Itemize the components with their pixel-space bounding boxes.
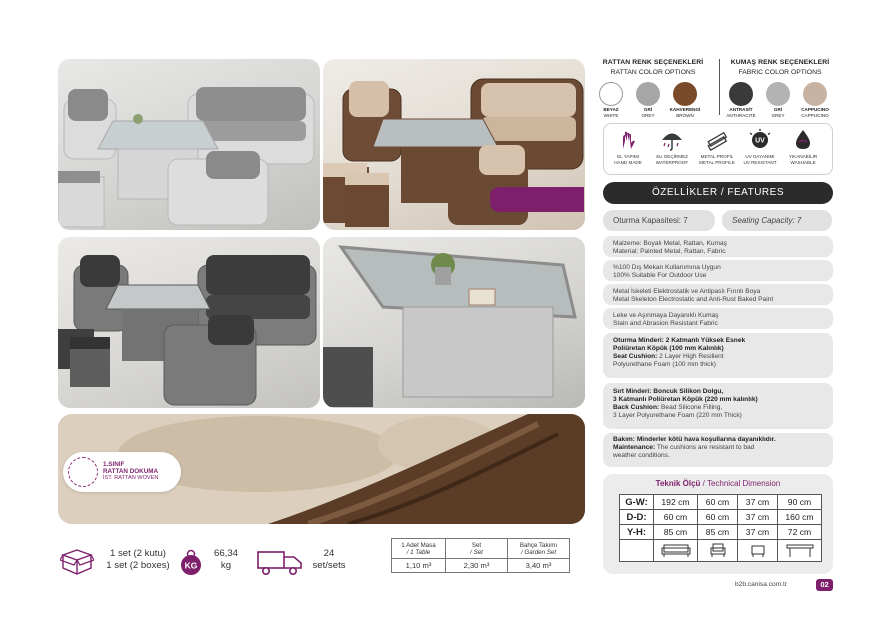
kg-icon-text: KG (184, 560, 198, 571)
swatch-label-cappucino: CAPPUCINO CAPPUCINO (801, 107, 829, 118)
photo-dark-rattan-set (58, 237, 320, 408)
feature-label-metal-profile: METAL PROFİL METAL PROFILE (699, 154, 735, 165)
dimension-row-width: G-W: 192 cm 60 cm 37 cm 90 cm (620, 495, 822, 510)
feature-label-washable: YIKANABİLİR WASHABLE (788, 154, 818, 165)
swatch-rattan-brown (673, 82, 697, 106)
uv-icon (747, 128, 773, 150)
truck-capacity: 24 (323, 548, 335, 559)
feature-outdoor: %100 Dış Mekan Kullanımına Uygun 100% Suitable For Outdoor Use (603, 260, 833, 281)
dimension-row-depth: D-D: 60 cm 60 cm 37 cm 160 cm (620, 510, 822, 525)
package-weight-unit: kg (220, 560, 232, 571)
feature-paint: Metal İskeleti Elektrostatik ve Antipaslı Fırınlı Boya Metal Skeleton Electrostatic and Anti-Rust Baked Paint (603, 284, 833, 305)
seating-capacity-tr: Oturma Kapasitesi: 7 (603, 210, 715, 231)
feature-label-waterproof: SU GEÇİRMEZ WATERPROOF (655, 154, 689, 165)
package-box-icon (60, 546, 94, 576)
uv-text: UV (755, 137, 765, 145)
dimension-row-height: Y-H: 85 cm 85 cm 37 cm 72 cm (620, 525, 822, 540)
swatch-fabric-grey (766, 82, 790, 106)
volume-table-header: 1 Adet Masa / 1 Table Set / Set Bahçe Takımı / Garden Set (392, 539, 570, 559)
woven-line3: İST. RATTAN WOVEN (103, 475, 159, 481)
photo-table-detail (323, 237, 585, 408)
woven-line2: RATTAN DOKUMA (103, 468, 159, 475)
package-boxes-en: 1 set (2 boxes) (106, 560, 170, 571)
woven-quality-badge (63, 452, 181, 492)
ottoman-icon (750, 542, 766, 558)
package-weight: 66,34 (213, 548, 238, 559)
swatch-rattan-white (599, 82, 623, 106)
feature-label-uv: UV DAYANIMI UV RESISTANT (743, 154, 777, 165)
swatch-label-grey: GRİ GREY (641, 107, 655, 118)
photo-grey-rattan-set (58, 59, 320, 230)
swatch-label-anthracite: ANTRASİT ANTHRACITE (726, 107, 756, 118)
website-url: b2b.canisa.com.tr (735, 581, 788, 588)
rattan-weave-icon (68, 457, 98, 487)
color-divider (719, 59, 720, 115)
truck-icon (257, 550, 303, 576)
feature-seat-cushion: Oturma Minderi: 2 Katmanlı Yüksek Esnek Poliüretan Köpük (100 mm Kalınlık) Seat Cushion: 2 Layer High Resilient Polyurethane Foam (100 mm thick) (603, 333, 833, 378)
feature-back-cushion: Sırt Minderi: Boncuk Silikon Dolgu, 3 Katmanlı Poliüretan Köpük (220 mm kalınlık) Back Cushion: Bead Silicone Filling, 3 Layer Polyurethane Foam (220 mm Thick) (603, 383, 833, 429)
rattan-color-title: RATTAN RENK SEÇENEKLERİ (602, 59, 704, 66)
umbrella-icon (659, 129, 685, 151)
seating-capacity-en: Seating Capacity: 7 (722, 210, 832, 231)
features-header: ÖZELLİKLER / FEATURES (603, 182, 833, 204)
purple-accent-tab (490, 187, 584, 212)
swatch-label-brown: KAHVERENGİ BROWN (669, 107, 701, 118)
rattan-color-subtitle: RATTAN COLOR OPTIONS (610, 69, 696, 76)
swatch-fabric-cappucino (803, 82, 827, 106)
volume-table (391, 538, 570, 573)
weight-kg-icon (178, 549, 204, 576)
washable-icon (790, 128, 816, 150)
sofa-icon (661, 542, 691, 558)
fabric-color-subtitle: FABRIC COLOR OPTIONS (738, 69, 822, 76)
swatch-fabric-anthracite (729, 82, 753, 106)
package-boxes-tr: 1 set (2 kutu) (110, 548, 166, 559)
woven-line1: 1.SINIF (103, 461, 125, 468)
swatch-label-fabric-grey: GRİ GREY (771, 107, 785, 118)
truck-capacity-unit: set/sets (312, 560, 346, 571)
page-number: 02 (816, 579, 833, 591)
dimension-table (619, 494, 822, 562)
dimension-row-icons (620, 540, 822, 562)
table-icon (785, 542, 815, 558)
swatch-rattan-grey (636, 82, 660, 106)
armchair-icon (709, 542, 727, 558)
feature-label-hand-made: EL YAPIMI HAND MADE (614, 154, 642, 165)
fabric-color-title: KUMAŞ RENK SEÇENEKLERİ (730, 59, 830, 66)
feature-material: Malzeme: Boyalı Metal, Rattan, Kumaş Material: Painted Metal, Rattan, Fabric (603, 236, 833, 257)
feature-icons-panel (603, 123, 833, 175)
feature-fabric: Leke ve Aşınmaya Dayanıklı Kumaş Stain and Abrasion Resistant Fabric (603, 308, 833, 329)
technical-dimension-title: Teknik Ölçü / Technical Dimension (655, 479, 781, 488)
feature-maintenance: Bakım: Minderler kötü hava koşullarına dayanıklıdır. Maintenance: The cushions are resistant to bad weather conditions. (603, 433, 833, 467)
swatch-label-white: BEYAZ WHITE (603, 107, 619, 118)
volume-table-values: 1,10 m³ 2,30 m³ 3,40 m³ (392, 559, 570, 573)
hand-made-icon (615, 129, 641, 151)
metal-profile-icon (704, 129, 730, 151)
